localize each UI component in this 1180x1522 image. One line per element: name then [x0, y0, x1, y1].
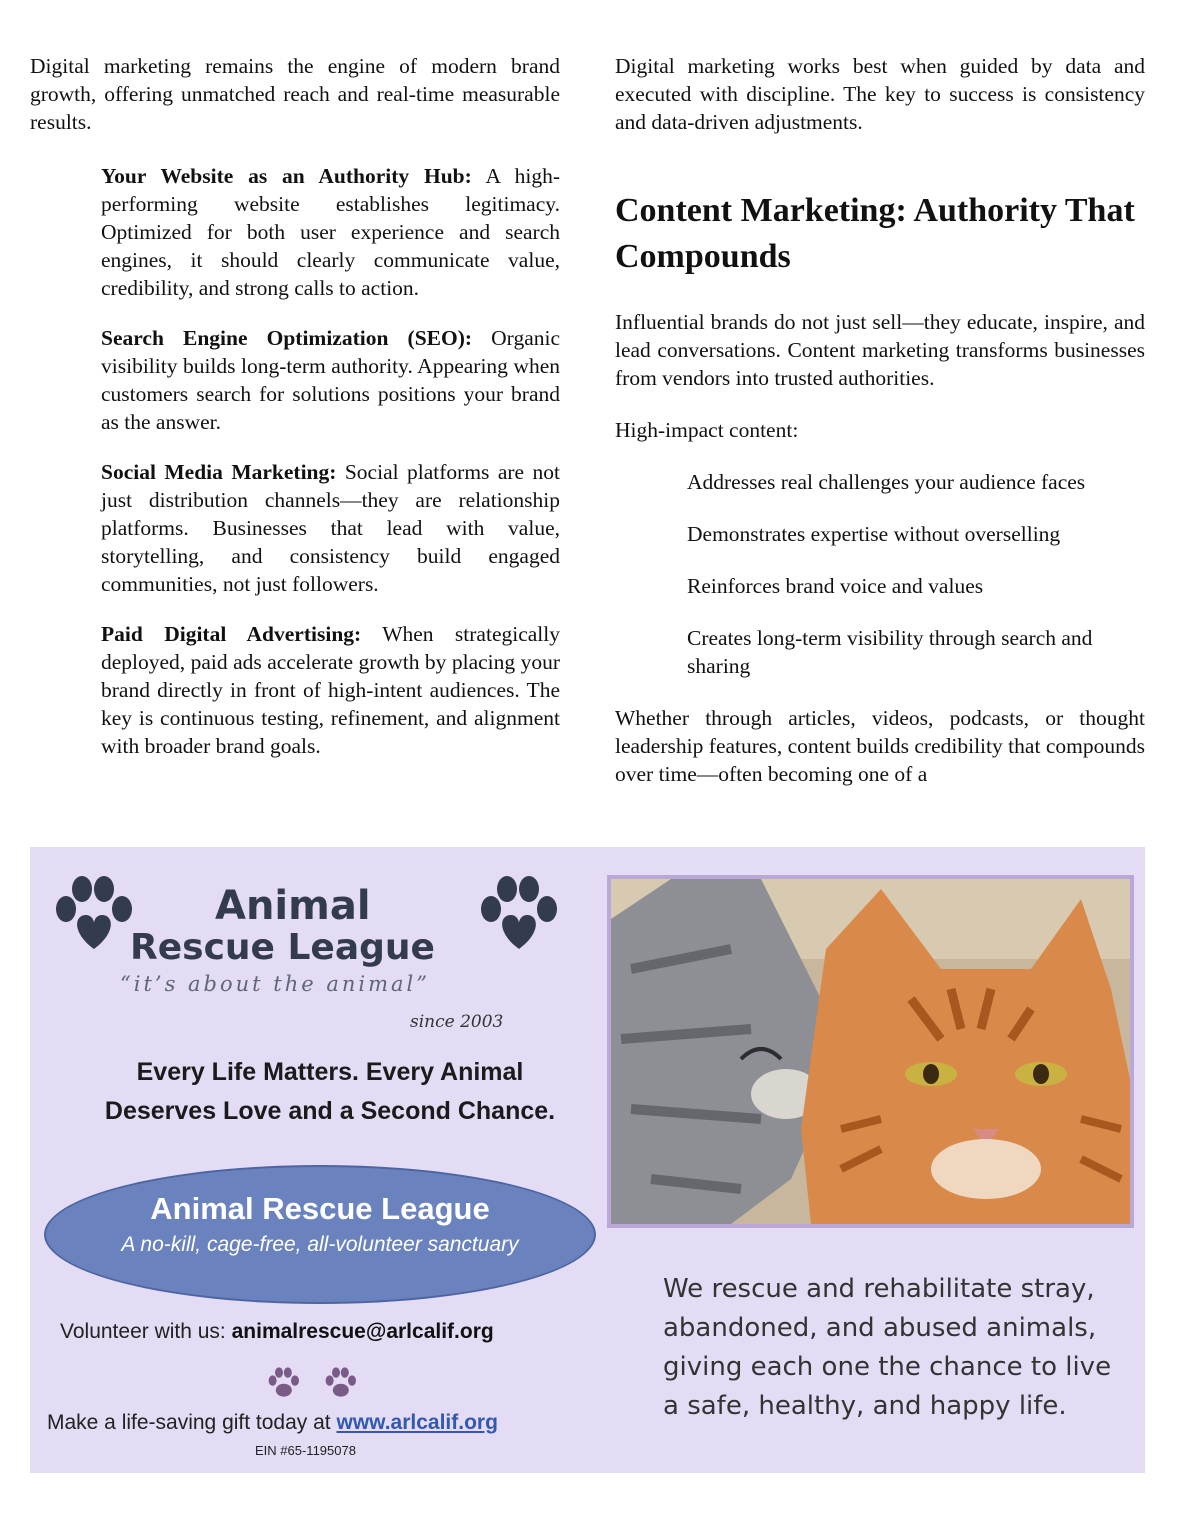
volunteer-label: Volunteer with us: — [60, 1320, 232, 1343]
closing-paragraph: Whether through articles, videos, podcasts, or thought leadership features, content builds credibility that compounds over time—often becoming one of a — [615, 706, 1145, 786]
right-intro: Digital marketing works best when guided by data and executed with discipline. The key to success is consistency and data-driven adjustments. — [615, 54, 1145, 134]
left-intro: Digital marketing remains the engine of modern brand growth, offering unmatched reach and real-time measurable results. — [30, 54, 560, 134]
section-title: Paid Digital Advertising: — [101, 622, 362, 646]
left-sections — [101, 162, 560, 760]
headline-line: Every Life Matters. Every Animal — [136, 1058, 524, 1086]
list-item: Reinforces brand voice and values — [687, 574, 984, 598]
content-paragraph: Influential brands do not just sell—they educate, inspire, and lead conversations. Content marketing transforms businesses from vendors into trusted authorities. — [615, 310, 1145, 390]
donation-link[interactable]: www.arlcalif.org — [336, 1411, 498, 1434]
ad-headline — [50, 1053, 610, 1131]
section-title: Social Media Marketing: — [101, 460, 337, 484]
gift-line — [47, 1411, 498, 1435]
section-text: Social platforms are not just distribution channels—they are relationship platforms. Businesses that lead with value, storytelling, and consistency build engaged communities, not just followers. — [101, 460, 560, 596]
right-column — [615, 52, 1145, 788]
headline-line: Deserves Love and a Second Chance. — [104, 1097, 556, 1125]
list-item: Addresses real challenges your audience faces — [687, 470, 1086, 494]
cats-photo — [607, 875, 1134, 1228]
paw-print-icon — [477, 875, 567, 955]
small-paw-icon — [267, 1367, 303, 1399]
left-column — [30, 52, 560, 782]
content-marketing-heading: Content Marketing: Authority That Compounds — [615, 192, 1135, 275]
section-title: Your Website as an Authority Hub: — [101, 164, 472, 188]
oval-title: Animal Rescue League — [150, 1191, 490, 1226]
list-item: Creates long-term visibility through search and sharing — [687, 626, 1093, 678]
animal-rescue-ad — [30, 847, 1145, 1473]
tagline: “it’s about the animal” — [120, 972, 430, 996]
list-item: Demonstrates expertise without overselling — [687, 522, 1061, 546]
section-text: A high-performing website establishes legitimacy. Optimized for both user experience and search engines, it should clearly communicate value, credibility, and strong calls to action. — [101, 164, 560, 300]
section-paid — [101, 620, 560, 760]
logo-line-2: Rescue League — [130, 927, 435, 968]
cats-image — [611, 879, 1130, 1224]
since-year: since 2003 — [410, 1012, 504, 1032]
gift-label: Make a life-saving gift today at — [47, 1411, 337, 1434]
logo-line-1: Animal — [215, 883, 371, 929]
section-text: Organic visibility builds long-term authority. Appearing when customers search for solutions positions your brand as the answer. — [101, 326, 560, 434]
small-paw-icon — [324, 1367, 360, 1399]
sanctuary-oval — [44, 1165, 596, 1304]
volunteer-email-link[interactable]: animalrescue@arlcalif.org — [231, 1320, 494, 1343]
paw-print-icon — [52, 875, 142, 955]
volunteer-line — [60, 1320, 580, 1344]
section-text: When strategically deployed, paid ads accelerate growth by placing your brand directly in front of high-intent audiences. The key is continuous testing, refinement, and alignment with broader brand goals. — [101, 622, 560, 758]
mission-statement: We rescue and rehabilitate stray, abandoned, and abused animals, giving each one the chance to live a safe, healthy, and happy life. — [663, 1274, 1112, 1421]
oval-subtitle: A no-kill, cage-free, all-volunteer sanctuary — [121, 1233, 519, 1256]
section-title: Search Engine Optimization (SEO): — [101, 326, 473, 350]
section-website — [101, 162, 560, 302]
section-seo — [101, 324, 560, 436]
list-intro: High-impact content: — [615, 418, 799, 442]
section-social — [101, 458, 560, 598]
ein-number: EIN #65-1195078 — [255, 1443, 356, 1458]
